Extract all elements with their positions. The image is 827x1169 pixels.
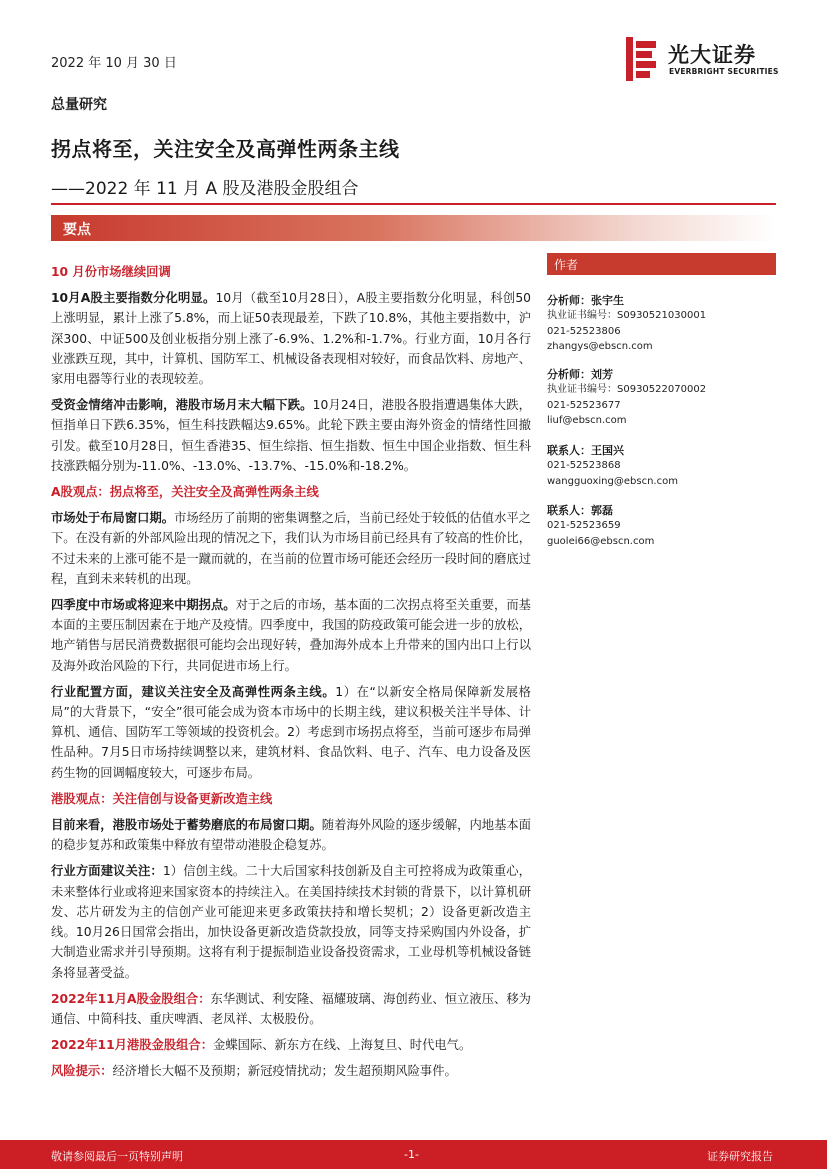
author-license: 执业证书编号：S0930521030001 [547, 310, 707, 321]
paragraph-body: 10月（截至10月28日），A股主要指数分化明显，科创50上涨明显，累计上涨了5.8%，而上证50表现最差，下跌了10.8%，其他主要指数中，沪深300、中证500及创业板指分别上涨了-6.9%、1.2%和-1.7%。行业方面，10月各行业涨跌互现，其中，计算机、国防军工、机械设备表现相对较好，而食品饮料、房地产、家用电器等行业的表现较差。 [51, 291, 531, 387]
paragraph-lead: 2022年11月A股金股组合： [51, 991, 211, 1006]
paragraph-body: 经济增长大幅不及预期；新冠疫情扰动；发生超预期风险事件。 [112, 1064, 457, 1079]
page-footer [0, 1140, 827, 1169]
paragraph-risk [51, 1061, 531, 1081]
paragraph-hk-window [51, 815, 531, 855]
paragraph-body: 1）信创主线。二十大后国家科技创新及自主可控将成为政策重心，未来整体行业或将迎来国家资本的持续注入。在美国持续技术封锁的背景下，以计算机研发、芯片研发为主的信创产业可能迎来更多政策扶持和增长契机；2）设备更新改造主线。10月26日国常会指出，加快设备更新改造贷款投放，同等支持采购国内外设备，扩大制造业需求并引导预期。这将有利于提振制造业设备投资需求，工业母机等机械设备链条将显著受益。 [51, 864, 531, 980]
paragraph-hk-industry [51, 861, 531, 982]
paragraph-lead: 市场处于布局窗口期。 [51, 511, 175, 526]
footer-report-type: 证券研究报告 [707, 1150, 773, 1163]
contact-phone: 021-52523868 [547, 460, 621, 471]
paragraph-lead: 10月A股主要指数分化明显。 [51, 291, 216, 306]
paragraph-body: 10月24日，港股各股指遭遇集体大跌，恒指单日下跌6.35%，恒生科技跌幅达9.65%。此轮下跌主要由海外资金的情绪性回撤引发。截至10月28日，恒生香港35、恒生综指、恒生指数、恒生中国企业指数、恒生科技涨跌幅分别为-11.0%、-13.0%、-13.7%、-15.0%和-18.2%。 [51, 398, 531, 473]
author-license: 执业证书编号：S0930522070002 [547, 384, 707, 395]
paragraph-lead: 四季度中市场或将迎来中期拐点。 [51, 598, 236, 613]
paragraph-lead: 风险提示： [51, 1064, 113, 1079]
contact-email[interactable]: guolei66@ebscn.com [547, 535, 655, 547]
section-title-hk-view: 港股观点：关注信创与设备更新改造主线 [51, 791, 273, 806]
main-content [51, 262, 531, 1082]
author-name: 分析师：张宇生 [547, 294, 624, 307]
paragraph-body: 金蝶国际、新东方在线、上海复旦、时代电气。 [213, 1038, 472, 1053]
report-date: 2022 年 10 月 30 日 [51, 56, 177, 71]
contact-name: 联系人：郭磊 [547, 504, 613, 517]
page-number: -1- [404, 1148, 419, 1161]
paragraph-hk-drop [51, 395, 531, 476]
footer-disclaimer: 敬请参阅最后一页特别声明 [51, 1150, 183, 1163]
key-points-banner [51, 215, 776, 241]
paragraph-q4-inflection [51, 595, 531, 676]
paragraph-body: 对于之后的市场，基本面的二次拐点将至关重要，而基本面的主要压制因素在于地产及疫情。四季度中，我国的防疫政策可能会进一步的放松，地产销售与居民消费数据很可能均会出现好转，叠加海外成本上升带来的国内出口上行以及海外政治风险的下行，共同促进市场上行。 [51, 598, 531, 673]
brand-logo [626, 37, 786, 81]
author-card [547, 293, 776, 355]
contact-card [547, 503, 776, 549]
paragraph-lead: 行业方面建议关注： [51, 864, 163, 879]
paragraph-lead: 目前来看，港股市场处于蓄势磨底的布局窗口期。 [51, 818, 322, 833]
paragraph-body: 1）在“以新安全格局保障新发展格局”的大背景下，“安全”很可能会成为资本市场中的长期主线，建议积极关注半导体、计算机、通信、国防军工等领域的投资机会。2）考虑到市场拐点将至，当前可逐步布局弹性品种。7月5日市场持续调整以来，建筑材料、食品饮料、电子、汽车、电力设备及医药生物的回调幅度较大，可逐步布局。 [51, 684, 531, 780]
paragraph-lead: 行业配置方面，建议关注安全及高弹性两条主线。 [51, 684, 336, 699]
author-email[interactable]: liuf@ebscn.com [547, 415, 627, 426]
paragraph-layout-window [51, 508, 531, 589]
author-phone: 021-52523806 [547, 325, 621, 337]
report-subtitle: ——2022 年 11 月 A 股及港股金股组合 [51, 179, 359, 199]
contact-card [547, 443, 776, 489]
contact-phone: 021-52523659 [547, 520, 621, 531]
author-header: 作者 [547, 253, 776, 275]
everbright-logo-icon [626, 37, 658, 81]
logo-english-name: EVERBRIGHT SECURITIES [669, 67, 779, 76]
author-name: 分析师：刘芳 [547, 368, 613, 381]
author-email[interactable]: zhangys@ebscn.com [547, 341, 653, 352]
contact-email[interactable]: wangguoxing@ebscn.com [547, 475, 678, 487]
paragraph-a-share-divergence [51, 288, 531, 389]
paragraph-body: 市场经历了前期的密集调整之后，当前已经处于较低的估值水平之下。在没有新的外部风险出现的情况之下，我们认为市场目前已经具有了较高的性价比，不过未来的上涨可能不是一蹴而就的，在当前的位置市场可能还会经历一段时间的磨底过程，直到未来转机的出现。 [51, 511, 531, 586]
paragraph-body: 东华测试、利安隆、福耀玻璃、海创药业、恒立液压、移为通信、中简科技、重庆啤酒、老凤祥、太极股份。 [51, 991, 531, 1026]
report-title: 拐点将至，关注安全及高弹性两条主线 [51, 137, 400, 161]
paragraph-a-share-portfolio [51, 989, 531, 1029]
paragraph-hk-portfolio [51, 1035, 531, 1055]
author-phone: 021-52523677 [547, 399, 621, 411]
report-category: 总量研究 [51, 97, 107, 113]
section-title-a-share-view: A股观点：拐点将至，关注安全及高弹性两条主线 [51, 485, 319, 500]
paragraph-industry-allocation [51, 682, 531, 783]
key-points-label: 要点 [63, 222, 91, 238]
section-title-oct: 10 月份市场继续回调 [51, 265, 171, 279]
paragraph-lead: 受资金情绪冲击影响，港股市场月末大幅下跌。 [51, 398, 313, 413]
author-card [547, 367, 776, 429]
title-divider [51, 203, 776, 205]
logo-chinese-name: 光大证券 [668, 43, 756, 67]
contact-name: 联系人：王国兴 [547, 444, 624, 457]
author-sidebar [547, 253, 776, 547]
paragraph-lead: 2022年11月港股金股组合： [51, 1038, 214, 1053]
paragraph-body: 随着海外风险的逐步缓解，内地基本面的稳步复苏和政策集中释放有望带动港股企稳复苏。 [51, 818, 531, 853]
